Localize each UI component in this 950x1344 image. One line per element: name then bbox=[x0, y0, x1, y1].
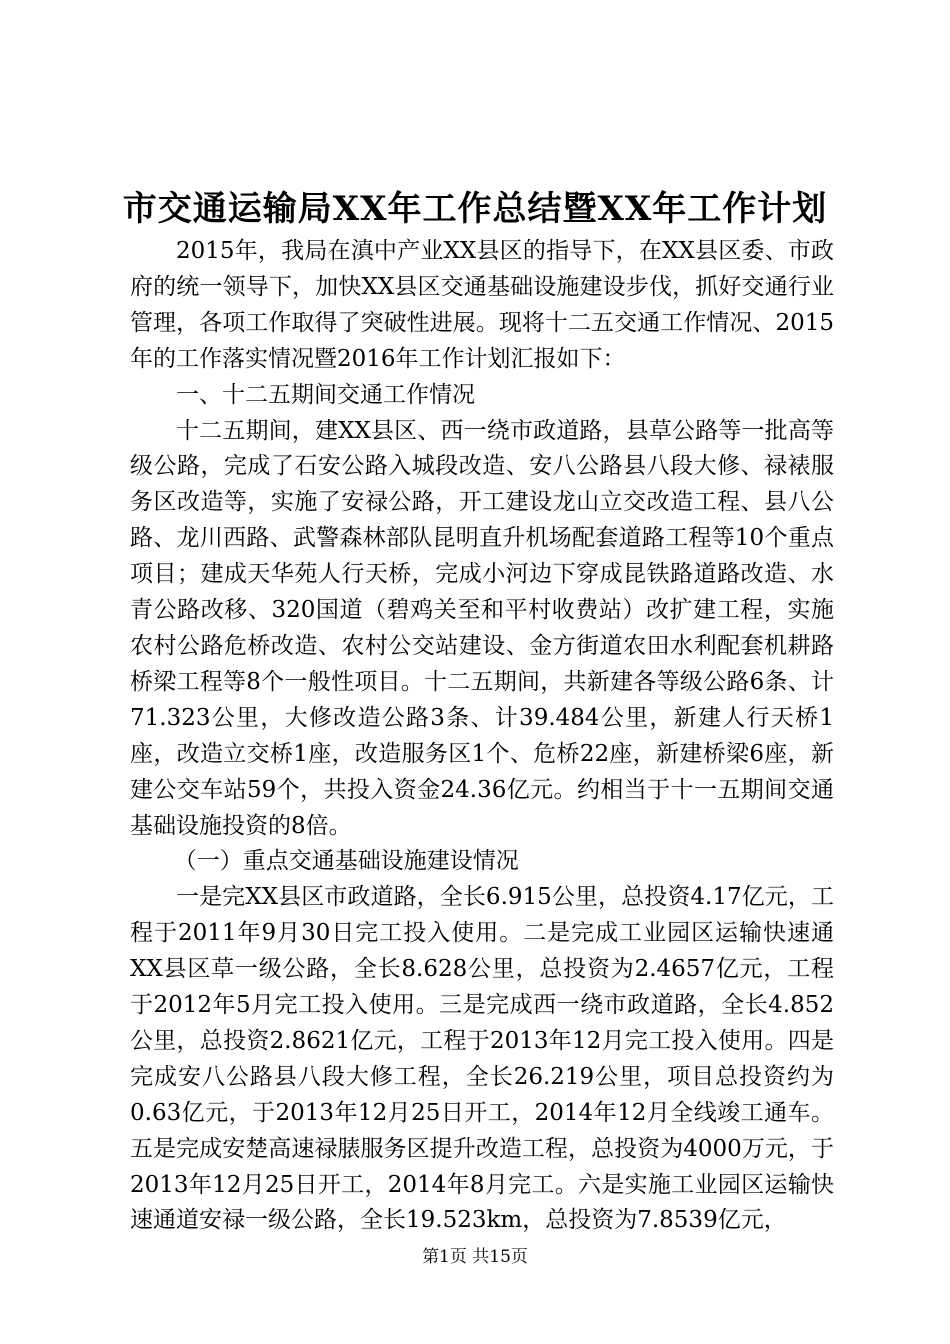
body-paragraph: 一是完XX县区市政道路，全长6.915公里，总投资4.17亿元，工程于2011年9月30日完工投入使用。二是完成工业园区运输快速通XX县区草一级公路，全长8.628公里，总投资为2.4657亿元，工程于2012年5月完工投入使用。三是完成西一绕市政道路，全长4.852公里，总投资2.8621亿元，工程于2013年12月完工投入使用。四是完成安八公路县八段大修工程，全长26.219公里，项目总投资约为0.63亿元，于2013年12月25日开工，2014年12月全线竣工通车。五是完成安楚高速禄脿服务区提升改造工程，总投资为4000万元，于2013年12月25日开工，2014年8月完工。六是实施工业园区运输快速通道安禄一级公路，全长19.523km，总投资为7.8539亿元， bbox=[130, 884, 834, 1234]
subsection-heading: （一）重点交通基础设施建设情况 bbox=[173, 848, 519, 875]
section-heading: 一、十二五期间交通工作情况 bbox=[176, 381, 475, 408]
document-body bbox=[130, 234, 834, 1239]
body-paragraph: 十二五期间，建XX县区、西一绕市政道路，县草公路等一批高等级公路，完成了石安公路入城段改造、安八公路县八段大修、禄裱服务区改造等，实施了安禄公路，开工建设龙山立交改造工程、县八公路、龙川西路、武警森林部队昆明直升机场配套道路工程等10个重点项目；建成天华苑人行天桥，完成小河边下穿成昆铁路道路改造、水青公路改移、320国道（碧鸡关至和平村收费站）改扩建工程，实施农村公路危桥改造、农村公交站建设、金方街道农田水利配套机耕路桥梁工程等8个一般性项目。十二五期间，共新建各等级公路6条、计71.323公里，大修改造公路3条、计39.484公里，新建人行天桥1座，改造立交桥1座，改造服务区1个、危桥22座，新建桥梁6座，新建公交车站59个，共投入资金24.36亿元。约相当于十一五期间交通基础设施投资的8倍。 bbox=[130, 417, 834, 839]
document-title: 市交通运输局XX年工作总结暨XX年工作计划 bbox=[122, 189, 828, 229]
page-footer: 第1页 共15页 bbox=[422, 1247, 528, 1267]
intro-paragraph: 2015年，我局在滇中产业XX县区的指导下，在XX县区委、市政府的统一领导下，加快XX县区交通基础设施建设步伐，抓好交通行业管理，各项工作取得了突破性进展。现将十二五交通工作情况、2015年的工作落实情况暨2016年工作计划汇报如下： bbox=[130, 238, 834, 372]
